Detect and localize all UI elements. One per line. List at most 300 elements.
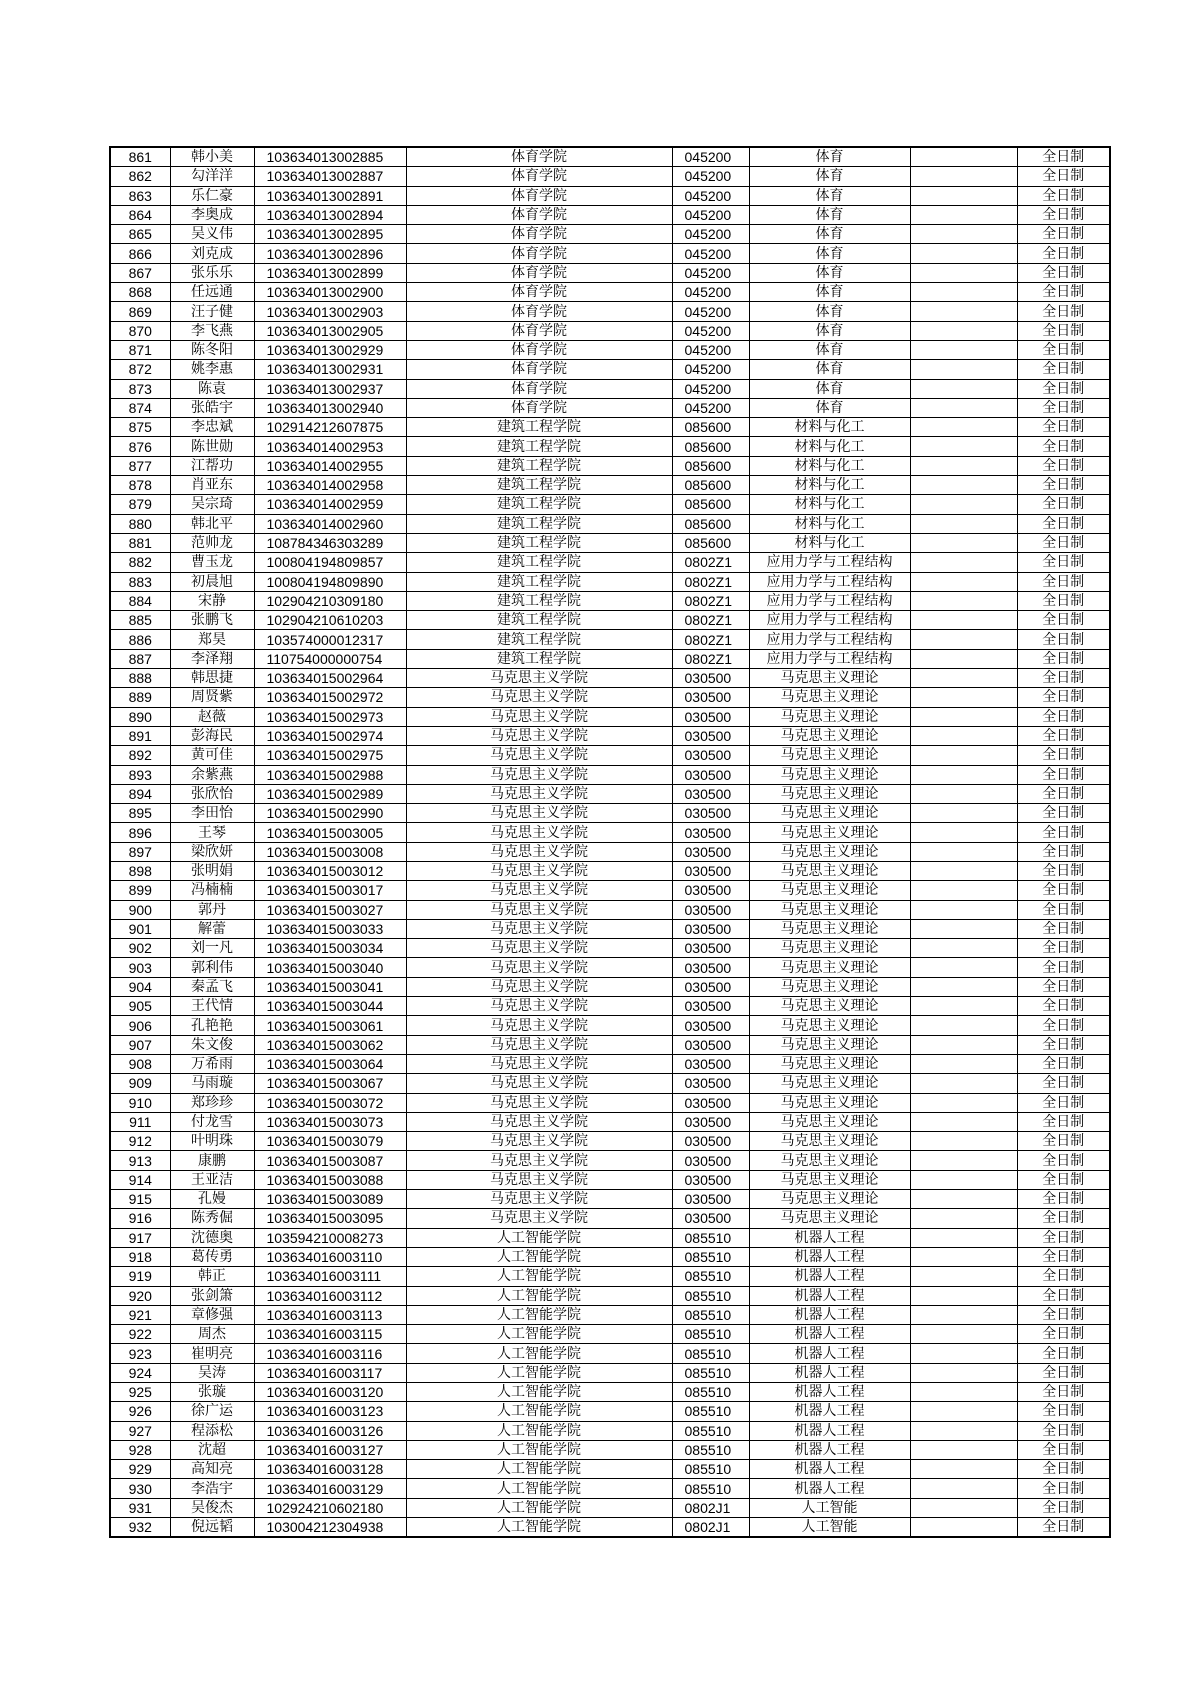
cell-student-name: 付龙雪 — [170, 1112, 254, 1131]
cell-major-name: 材料与化工 — [749, 418, 910, 437]
table-row — [110, 147, 1110, 167]
cell-blank — [910, 1209, 1017, 1228]
cell-major-code: 045200 — [672, 244, 749, 263]
cell-college: 建筑工程学院 — [406, 514, 672, 533]
cell-exam-number: 103634015002972 — [254, 688, 406, 707]
table-row — [110, 1112, 1110, 1131]
cell-major-code: 030500 — [672, 823, 749, 842]
table-row — [110, 1344, 1110, 1363]
cell-blank — [910, 1170, 1017, 1189]
cell-student-name: 赵薇 — [170, 707, 254, 726]
cell-major-code: 085600 — [672, 533, 749, 552]
cell-student-name: 李田怡 — [170, 804, 254, 823]
cell-major-code: 045200 — [672, 398, 749, 417]
table-row — [110, 1479, 1110, 1498]
cell-major-name: 机器人工程 — [749, 1460, 910, 1479]
cell-major-code: 030500 — [672, 997, 749, 1016]
cell-college: 马克思主义学院 — [406, 1035, 672, 1054]
cell-exam-number: 103634016003110 — [254, 1247, 406, 1266]
table-row — [110, 476, 1110, 495]
table-row — [110, 784, 1110, 803]
cell-student-name: 冯楠楠 — [170, 881, 254, 900]
cell-study-mode: 全日制 — [1017, 688, 1110, 707]
cell-exam-number: 103634014002959 — [254, 495, 406, 514]
cell-major-code: 0802J1 — [672, 1518, 749, 1538]
cell-major-code: 030500 — [672, 1054, 749, 1073]
cell-blank — [910, 1267, 1017, 1286]
cell-exam-number: 103634015003087 — [254, 1151, 406, 1170]
cell-blank — [910, 398, 1017, 417]
admission-list-table — [109, 146, 1111, 1538]
cell-exam-number: 103634015003072 — [254, 1093, 406, 1112]
cell-index: 894 — [110, 784, 170, 803]
cell-index: 911 — [110, 1112, 170, 1131]
cell-college: 马克思主义学院 — [406, 823, 672, 842]
cell-study-mode: 全日制 — [1017, 533, 1110, 552]
cell-exam-number: 102904210610203 — [254, 611, 406, 630]
cell-exam-number: 103634013002929 — [254, 340, 406, 359]
cell-major-name: 马克思主义理论 — [749, 1093, 910, 1112]
cell-index: 892 — [110, 746, 170, 765]
cell-major-code: 045200 — [672, 379, 749, 398]
cell-index: 885 — [110, 611, 170, 630]
cell-college: 人工智能学院 — [406, 1267, 672, 1286]
cell-college: 马克思主义学院 — [406, 669, 672, 688]
cell-college: 人工智能学院 — [406, 1402, 672, 1421]
cell-major-name: 马克思主义理论 — [749, 861, 910, 880]
cell-exam-number: 103634016003123 — [254, 1402, 406, 1421]
cell-college: 体育学院 — [406, 379, 672, 398]
cell-exam-number: 103634015003005 — [254, 823, 406, 842]
cell-major-code: 0802Z1 — [672, 611, 749, 630]
cell-index: 865 — [110, 225, 170, 244]
cell-college: 体育学院 — [406, 244, 672, 263]
cell-blank — [910, 533, 1017, 552]
cell-blank — [910, 1132, 1017, 1151]
table-row — [110, 881, 1110, 900]
cell-student-name: 郭丹 — [170, 900, 254, 919]
cell-college: 马克思主义学院 — [406, 977, 672, 996]
cell-student-name: 李飞燕 — [170, 321, 254, 340]
cell-student-name: 肖亚东 — [170, 476, 254, 495]
table-row — [110, 572, 1110, 591]
cell-college: 人工智能学院 — [406, 1440, 672, 1459]
cell-study-mode: 全日制 — [1017, 1460, 1110, 1479]
cell-exam-number: 103634015003027 — [254, 900, 406, 919]
cell-college: 人工智能学院 — [406, 1363, 672, 1382]
cell-major-name: 马克思主义理论 — [749, 977, 910, 996]
cell-index: 884 — [110, 591, 170, 610]
cell-index: 918 — [110, 1247, 170, 1266]
cell-major-name: 马克思主义理论 — [749, 784, 910, 803]
cell-major-name: 机器人工程 — [749, 1479, 910, 1498]
table-row — [110, 804, 1110, 823]
cell-study-mode: 全日制 — [1017, 784, 1110, 803]
cell-exam-number: 103634016003120 — [254, 1383, 406, 1402]
cell-major-code: 085510 — [672, 1460, 749, 1479]
cell-major-code: 085510 — [672, 1228, 749, 1247]
table-row — [110, 707, 1110, 726]
cell-study-mode: 全日制 — [1017, 630, 1110, 649]
cell-exam-number: 103634013002940 — [254, 398, 406, 417]
cell-student-name: 任远通 — [170, 283, 254, 302]
cell-major-name: 体育 — [749, 302, 910, 321]
cell-student-name: 王亚洁 — [170, 1170, 254, 1189]
table-row — [110, 1518, 1110, 1538]
cell-major-name: 体育 — [749, 186, 910, 205]
cell-major-code: 030500 — [672, 900, 749, 919]
cell-major-code: 030500 — [672, 1093, 749, 1112]
cell-college: 马克思主义学院 — [406, 1112, 672, 1131]
cell-index: 907 — [110, 1035, 170, 1054]
cell-blank — [910, 1035, 1017, 1054]
cell-blank — [910, 1054, 1017, 1073]
cell-student-name: 徐广运 — [170, 1402, 254, 1421]
cell-blank — [910, 1093, 1017, 1112]
cell-blank — [910, 1190, 1017, 1209]
cell-exam-number: 103634015002990 — [254, 804, 406, 823]
cell-blank — [910, 804, 1017, 823]
cell-major-name: 马克思主义理论 — [749, 900, 910, 919]
cell-major-code: 030500 — [672, 746, 749, 765]
cell-study-mode: 全日制 — [1017, 842, 1110, 861]
cell-study-mode: 全日制 — [1017, 1518, 1110, 1538]
cell-blank — [910, 726, 1017, 745]
cell-study-mode: 全日制 — [1017, 553, 1110, 572]
cell-college: 马克思主义学院 — [406, 804, 672, 823]
table-row — [110, 1498, 1110, 1517]
cell-study-mode: 全日制 — [1017, 861, 1110, 880]
cell-major-code: 045200 — [672, 147, 749, 167]
cell-index: 888 — [110, 669, 170, 688]
cell-exam-number: 100804194809857 — [254, 553, 406, 572]
cell-major-code: 045200 — [672, 283, 749, 302]
cell-major-name: 马克思主义理论 — [749, 746, 910, 765]
cell-exam-number: 103634016003113 — [254, 1305, 406, 1324]
cell-exam-number: 103634013002887 — [254, 167, 406, 186]
cell-major-code: 030500 — [672, 958, 749, 977]
cell-major-name: 机器人工程 — [749, 1247, 910, 1266]
cell-blank — [910, 418, 1017, 437]
table-row — [110, 1016, 1110, 1035]
cell-major-code: 085600 — [672, 437, 749, 456]
table-row — [110, 919, 1110, 938]
cell-major-name: 马克思主义理论 — [749, 1170, 910, 1189]
table-row — [110, 1460, 1110, 1479]
cell-blank — [910, 688, 1017, 707]
cell-student-name: 宋静 — [170, 591, 254, 610]
table-row — [110, 360, 1110, 379]
cell-major-name: 体育 — [749, 379, 910, 398]
cell-study-mode: 全日制 — [1017, 591, 1110, 610]
cell-blank — [910, 919, 1017, 938]
cell-student-name: 王代情 — [170, 997, 254, 1016]
cell-college: 体育学院 — [406, 360, 672, 379]
cell-college: 马克思主义学院 — [406, 842, 672, 861]
cell-index: 916 — [110, 1209, 170, 1228]
cell-study-mode: 全日制 — [1017, 1325, 1110, 1344]
cell-college: 人工智能学院 — [406, 1344, 672, 1363]
cell-major-name: 马克思主义理论 — [749, 958, 910, 977]
cell-college: 马克思主义学院 — [406, 1209, 672, 1228]
cell-study-mode: 全日制 — [1017, 495, 1110, 514]
cell-college: 马克思主义学院 — [406, 784, 672, 803]
cell-index: 906 — [110, 1016, 170, 1035]
cell-major-code: 030500 — [672, 1151, 749, 1170]
cell-college: 马克思主义学院 — [406, 707, 672, 726]
cell-student-name: 周贤紫 — [170, 688, 254, 707]
cell-student-name: 汪子健 — [170, 302, 254, 321]
cell-major-code: 030500 — [672, 1170, 749, 1189]
cell-major-code: 030500 — [672, 881, 749, 900]
cell-exam-number: 103634015002964 — [254, 669, 406, 688]
cell-exam-number: 103634016003129 — [254, 1479, 406, 1498]
cell-blank — [910, 437, 1017, 456]
cell-student-name: 孔艳艳 — [170, 1016, 254, 1035]
cell-study-mode: 全日制 — [1017, 649, 1110, 668]
cell-major-code: 085600 — [672, 456, 749, 475]
cell-index: 904 — [110, 977, 170, 996]
cell-college: 马克思主义学院 — [406, 939, 672, 958]
cell-blank — [910, 1228, 1017, 1247]
cell-exam-number: 102924210602180 — [254, 1498, 406, 1517]
table-row — [110, 1421, 1110, 1440]
cell-exam-number: 103634015003044 — [254, 997, 406, 1016]
cell-blank — [910, 1479, 1017, 1498]
cell-index: 881 — [110, 533, 170, 552]
cell-study-mode: 全日制 — [1017, 572, 1110, 591]
cell-college: 马克思主义学院 — [406, 1074, 672, 1093]
cell-major-name: 机器人工程 — [749, 1305, 910, 1324]
table-row — [110, 186, 1110, 205]
cell-exam-number: 103634013002896 — [254, 244, 406, 263]
cell-index: 866 — [110, 244, 170, 263]
cell-index: 901 — [110, 919, 170, 938]
cell-college: 人工智能学院 — [406, 1383, 672, 1402]
cell-major-code: 030500 — [672, 1209, 749, 1228]
cell-student-name: 张鹏飞 — [170, 611, 254, 630]
cell-major-code: 045200 — [672, 263, 749, 282]
cell-index: 913 — [110, 1151, 170, 1170]
cell-exam-number: 103634013002937 — [254, 379, 406, 398]
table-row — [110, 1209, 1110, 1228]
table-row — [110, 1132, 1110, 1151]
cell-blank — [910, 630, 1017, 649]
cell-student-name: 章修强 — [170, 1305, 254, 1324]
cell-exam-number: 103634015003067 — [254, 1074, 406, 1093]
cell-exam-number: 108784346303289 — [254, 533, 406, 552]
cell-college: 马克思主义学院 — [406, 958, 672, 977]
table-row — [110, 553, 1110, 572]
cell-major-name: 材料与化工 — [749, 437, 910, 456]
cell-college: 建筑工程学院 — [406, 418, 672, 437]
cell-student-name: 张皓宇 — [170, 398, 254, 417]
cell-exam-number: 103634013002894 — [254, 205, 406, 224]
cell-major-name: 马克思主义理论 — [749, 939, 910, 958]
cell-major-code: 030500 — [672, 688, 749, 707]
table-row — [110, 726, 1110, 745]
cell-exam-number: 103634016003126 — [254, 1421, 406, 1440]
cell-major-name: 机器人工程 — [749, 1440, 910, 1459]
cell-blank — [910, 939, 1017, 958]
cell-student-name: 张欣怡 — [170, 784, 254, 803]
cell-study-mode: 全日制 — [1017, 418, 1110, 437]
cell-student-name: 勾洋洋 — [170, 167, 254, 186]
cell-college: 建筑工程学院 — [406, 591, 672, 610]
cell-study-mode: 全日制 — [1017, 456, 1110, 475]
cell-major-name: 体育 — [749, 167, 910, 186]
cell-index: 931 — [110, 1498, 170, 1517]
cell-exam-number: 103634015002973 — [254, 707, 406, 726]
cell-index: 929 — [110, 1460, 170, 1479]
cell-college: 马克思主义学院 — [406, 861, 672, 880]
cell-blank — [910, 1363, 1017, 1382]
table-row — [110, 861, 1110, 880]
cell-study-mode: 全日制 — [1017, 398, 1110, 417]
cell-blank — [910, 784, 1017, 803]
cell-blank — [910, 456, 1017, 475]
cell-major-code: 045200 — [672, 167, 749, 186]
cell-blank — [910, 591, 1017, 610]
cell-study-mode: 全日制 — [1017, 977, 1110, 996]
cell-major-name: 体育 — [749, 225, 910, 244]
cell-college: 马克思主义学院 — [406, 746, 672, 765]
cell-blank — [910, 1383, 1017, 1402]
cell-index: 874 — [110, 398, 170, 417]
cell-index: 868 — [110, 283, 170, 302]
cell-index: 873 — [110, 379, 170, 398]
cell-study-mode: 全日制 — [1017, 1421, 1110, 1440]
table-row — [110, 842, 1110, 861]
cell-student-name: 韩正 — [170, 1267, 254, 1286]
cell-index: 870 — [110, 321, 170, 340]
cell-blank — [910, 1247, 1017, 1266]
cell-college: 马克思主义学院 — [406, 726, 672, 745]
cell-blank — [910, 379, 1017, 398]
cell-study-mode: 全日制 — [1017, 1344, 1110, 1363]
cell-exam-number: 103634013002891 — [254, 186, 406, 205]
cell-blank — [910, 553, 1017, 572]
cell-blank — [910, 340, 1017, 359]
cell-college: 马克思主义学院 — [406, 1170, 672, 1189]
cell-student-name: 倪远韬 — [170, 1518, 254, 1538]
cell-major-code: 085510 — [672, 1440, 749, 1459]
cell-exam-number: 103634015003061 — [254, 1016, 406, 1035]
cell-student-name: 周杰 — [170, 1325, 254, 1344]
cell-college: 人工智能学院 — [406, 1305, 672, 1324]
cell-blank — [910, 263, 1017, 282]
cell-index: 921 — [110, 1305, 170, 1324]
table-row — [110, 1190, 1110, 1209]
cell-study-mode: 全日制 — [1017, 823, 1110, 842]
cell-study-mode: 全日制 — [1017, 379, 1110, 398]
cell-study-mode: 全日制 — [1017, 1479, 1110, 1498]
cell-major-name: 马克思主义理论 — [749, 842, 910, 861]
cell-study-mode: 全日制 — [1017, 958, 1110, 977]
cell-major-code: 085510 — [672, 1363, 749, 1382]
cell-major-code: 030500 — [672, 784, 749, 803]
cell-study-mode: 全日制 — [1017, 1305, 1110, 1324]
table-row — [110, 1383, 1110, 1402]
cell-blank — [910, 861, 1017, 880]
table-row — [110, 977, 1110, 996]
cell-student-name: 张乐乐 — [170, 263, 254, 282]
cell-study-mode: 全日制 — [1017, 321, 1110, 340]
table-row — [110, 1325, 1110, 1344]
table-row — [110, 611, 1110, 630]
cell-student-name: 郑珍珍 — [170, 1093, 254, 1112]
cell-college: 马克思主义学院 — [406, 1190, 672, 1209]
cell-blank — [910, 205, 1017, 224]
cell-index: 900 — [110, 900, 170, 919]
cell-major-name: 机器人工程 — [749, 1228, 910, 1247]
cell-blank — [910, 147, 1017, 167]
cell-index: 861 — [110, 147, 170, 167]
cell-student-name: 余紫燕 — [170, 765, 254, 784]
cell-index: 924 — [110, 1363, 170, 1382]
cell-index: 930 — [110, 1479, 170, 1498]
cell-major-code: 045200 — [672, 205, 749, 224]
cell-major-name: 体育 — [749, 340, 910, 359]
table-row — [110, 1402, 1110, 1421]
cell-study-mode: 全日制 — [1017, 283, 1110, 302]
cell-exam-number: 103634015003088 — [254, 1170, 406, 1189]
cell-student-name: 梁欣妍 — [170, 842, 254, 861]
cell-student-name: 姚李惠 — [170, 360, 254, 379]
cell-study-mode: 全日制 — [1017, 186, 1110, 205]
cell-blank — [910, 1402, 1017, 1421]
cell-student-name: 李忠斌 — [170, 418, 254, 437]
table-row — [110, 167, 1110, 186]
table-row — [110, 283, 1110, 302]
cell-study-mode: 全日制 — [1017, 263, 1110, 282]
cell-index: 864 — [110, 205, 170, 224]
cell-major-name: 应用力学与工程结构 — [749, 630, 910, 649]
cell-student-name: 李浩宇 — [170, 1479, 254, 1498]
cell-blank — [910, 958, 1017, 977]
cell-index: 902 — [110, 939, 170, 958]
cell-study-mode: 全日制 — [1017, 939, 1110, 958]
cell-study-mode: 全日制 — [1017, 147, 1110, 167]
cell-index: 886 — [110, 630, 170, 649]
cell-exam-number: 103634015003064 — [254, 1054, 406, 1073]
cell-study-mode: 全日制 — [1017, 765, 1110, 784]
cell-exam-number: 103634013002885 — [254, 147, 406, 167]
cell-college: 人工智能学院 — [406, 1286, 672, 1305]
cell-major-name: 马克思主义理论 — [749, 804, 910, 823]
cell-college: 体育学院 — [406, 302, 672, 321]
table-row — [110, 1305, 1110, 1324]
cell-index: 915 — [110, 1190, 170, 1209]
cell-major-code: 085510 — [672, 1286, 749, 1305]
cell-exam-number: 103634014002958 — [254, 476, 406, 495]
cell-major-code: 085510 — [672, 1344, 749, 1363]
cell-study-mode: 全日制 — [1017, 804, 1110, 823]
cell-major-name: 机器人工程 — [749, 1363, 910, 1382]
cell-college: 人工智能学院 — [406, 1460, 672, 1479]
cell-student-name: 彭海民 — [170, 726, 254, 745]
table-row — [110, 958, 1110, 977]
cell-study-mode: 全日制 — [1017, 1074, 1110, 1093]
cell-major-code: 030500 — [672, 977, 749, 996]
cell-student-name: 李奥成 — [170, 205, 254, 224]
cell-blank — [910, 167, 1017, 186]
cell-major-name: 马克思主义理论 — [749, 823, 910, 842]
cell-student-name: 解蕾 — [170, 919, 254, 938]
cell-major-code: 0802Z1 — [672, 572, 749, 591]
table-row — [110, 205, 1110, 224]
cell-blank — [910, 1421, 1017, 1440]
